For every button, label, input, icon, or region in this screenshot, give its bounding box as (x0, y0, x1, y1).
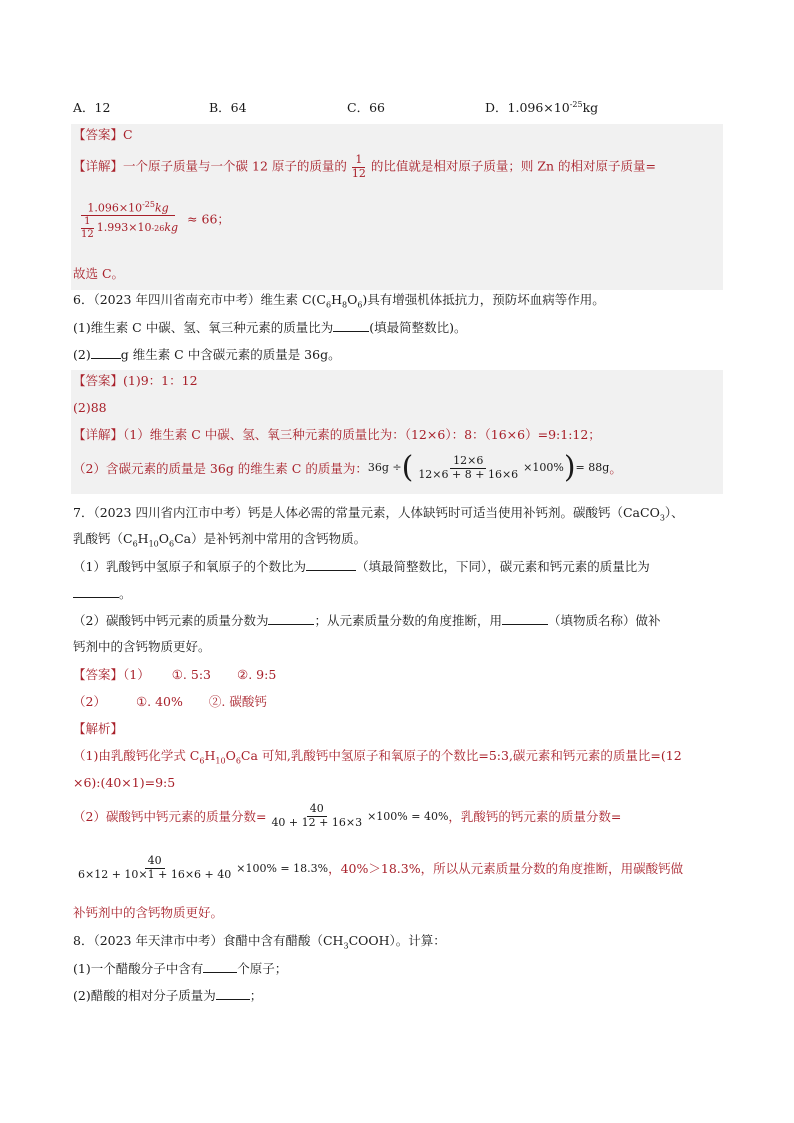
option-b: B．64 (209, 100, 247, 115)
q7-analysis-label: 【解析】 (73, 721, 124, 736)
q8-blank-2[interactable] (216, 987, 250, 1000)
option-d: D．$1.096\times 10^{-25}kg$ (485, 99, 599, 115)
option-c: C．66 (347, 100, 385, 115)
q5-calc: $1.096\times 10^{-25}kg$ $\frac{1}{12}$ 1.993×10 -26 kg ≈ 66； (81, 200, 230, 240)
q8-blank-1[interactable] (203, 960, 237, 973)
q7-answer-1: 【答案】（1） ①. 5:3 ②. 9:5 (73, 667, 277, 682)
q7-stem-line-1: 7．（2023 四川省内江市中考）钙是人体必需的常量元素，人体缺钙时可适当使用补钙剂。碳酸钙（CaCO$_3$）、 (73, 505, 684, 523)
q7-part-2: （2）碳酸钙中钙元素的质量分数为 ；从元素质量分数的角度推断，用 （填物质名称）做补 (73, 613, 661, 628)
q6-detail-1: 【详解】（1）维生素 C 中碳、氢、氧三种元素的质量比为：（12×6）：8：（16×6）=9:1:12； (73, 427, 601, 442)
q6-stem: 6．（2023 年四川省南充市中考）维生素 $C(C_6H_8O_6)$具有增强机体抵抗力，预防坏血病等作用。 (73, 292, 605, 310)
q8-part-1: (1)一个醋酸分子中含有 个原子； (73, 961, 288, 976)
q7-blank-2[interactable] (73, 585, 119, 598)
q7-analysis-3-cont: 补钙剂中的含钙物质更好。 (73, 905, 224, 920)
q8-part-2: (2)醋酸的相对分子质量为 ； (73, 988, 263, 1003)
q6-answer-1: 【答案】(1)9：1：12 (73, 373, 198, 388)
q5-answer: 【答案】C (73, 127, 133, 142)
option-a: A．12 (73, 100, 111, 115)
q7-part-1-cont: 。 (73, 585, 132, 601)
q6-part-2: (2) g 维生素 C 中含碳元素的质量是 36g。 (73, 347, 341, 362)
q7-answer-2: （2） ①. 40% ②. 碳酸钙 (73, 694, 267, 709)
q5-conclusion: 故选 C。 (73, 266, 125, 281)
q7-analysis-1: （1)由乳酸钙化学式 $C_6H_{10}O_6Ca$ 可知,乳酸钙中氢原子和氧原子的个数比=5:3,碳元素和钙元素的质量比=(12 (73, 748, 682, 766)
q7-part-2-cont: 钙剂中的含钙物质更好。 (73, 639, 211, 654)
q7-analysis-2: （2）碳酸钙中钙元素的质量分数= $\frac{40}{40 + 12 + 16\times 3}$ ×100% = 40% ，乳酸钙的钙元素的质量分数= (73, 802, 622, 829)
q7-blank-4[interactable] (502, 612, 548, 625)
q6-detail-2: （2）含碳元素的质量是 36g 的维生素 C 的质量为： 36g ÷ ( $\frac{12\times 6}{12\times 6 + 8 + 16\times 6}$ ×100% ) = 88g 。 (73, 450, 622, 485)
q6-answer-2: (2)88 (73, 400, 107, 415)
q5-detail: 【详解】一个原子质量与一个碳 12 原子的质量的 $\frac{1}{12}$ 的比值就是相对原子质量；则 Zn 的相对原子质量= (73, 153, 657, 180)
q6-part-1: (1)维生素 C 中碳、氢、氧三种元素的质量比为 (填最简整数比)。 (73, 320, 467, 335)
q7-blank-3[interactable] (268, 612, 314, 625)
q7-analysis-3: $\frac{40}{6\times 12 + 10\times 1 + 16\times 6 + 40}$ ×100% = 18.3% ，40%＞18.3%，所以从元素质量分数的角度推断，用碳酸钙做 (78, 854, 684, 881)
q7-part-1: （1）乳酸钙中氢原子和氧原子的个数比为 （填最简整数比，下同），碳元素和钙元素的质量比为 (73, 559, 650, 574)
q8-stem: 8．（2023 年天津市中考）食醋中含有醋酸$(CH_3COOH)$。计算： (73, 933, 446, 951)
q7-analysis-1-cont: ×6):(40×1)=9:5 (73, 775, 176, 790)
q6-blank-2[interactable] (91, 346, 121, 359)
q7-blank-1[interactable] (306, 558, 356, 571)
q6-blank-1[interactable] (333, 319, 369, 332)
q7-stem-line-2: 乳酸钙$(C_6H_{10}O_6Ca)$是补钙剂中常用的含钙物质。 (73, 531, 367, 549)
